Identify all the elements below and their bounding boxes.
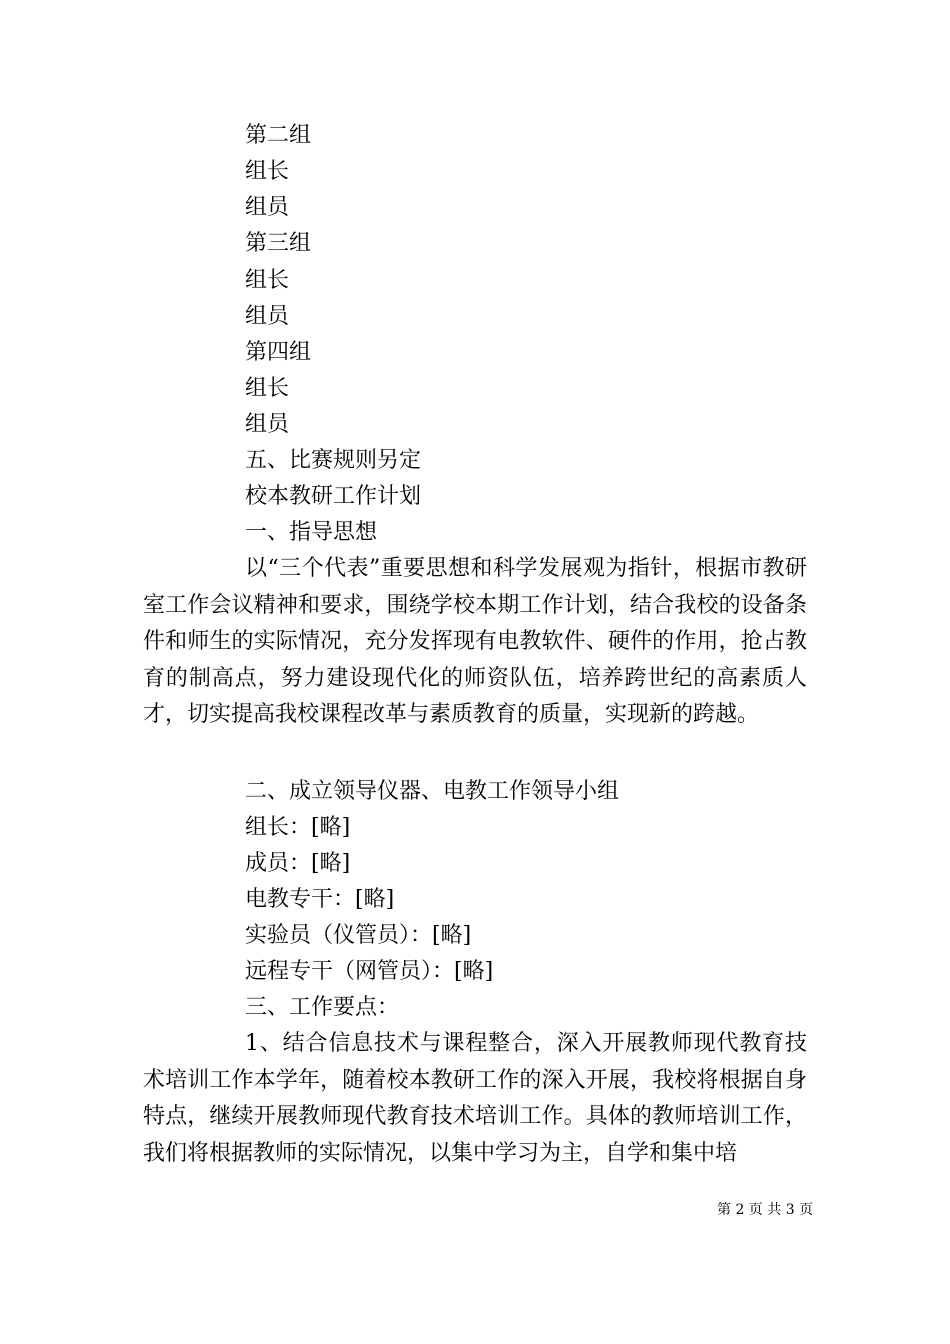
line-lab-officer: 实验员（仪管员）：[略]: [245, 923, 472, 948]
paragraph-work-point-1: 1、结合信息技术与课程整合，深入开展教师现代教育技术培训工作本学年，随着校本教研工作的深入开展，我校将根据自身特点，继续开展教师现代教育技术培训工作。具体的教师培训工作，我们将根据教师的实际情况，以集中学习为主，自学和集中培: [143, 1031, 807, 1166]
section-leadership-group: 二、成立领导仪器、电教工作领导小组: [245, 779, 620, 804]
label-group-members: 组员: [245, 304, 290, 329]
paragraph-guiding-thought: 以“三个代表”重要思想和科学发展观为指针，根据市教研室工作会议精神和要求，围绕学校本期工作计划，结合我校的设备条件和师生的实际情况，充分发挥现有电教软件、硬件的作用，抢占教育的制高点，努力建设现代化的师资队伍，培养跨世纪的高素质人才，切实提高我校课程改革与素质教育的质量，实现新的跨越。: [143, 556, 807, 727]
line-av-officer: 电教专干：[略]: [245, 887, 395, 912]
label-group-leader: 组长: [245, 268, 290, 293]
line-members: 成员：[略]: [245, 851, 351, 876]
line-network-officer: 远程专干（网管员）：[略]: [245, 959, 494, 984]
line-leader: 组长：[略]: [245, 815, 351, 840]
heading-group-4: 第四组: [245, 340, 312, 365]
page-number-footer: 第 2 页 共 3 页: [717, 1202, 814, 1218]
section-work-points: 三、工作要点：: [245, 995, 400, 1020]
document-title: 校本教研工作计划: [245, 484, 422, 509]
heading-group-2: 第二组: [245, 123, 312, 148]
section-guiding-thought: 一、指导思想: [245, 520, 378, 545]
label-group-leader: 组长: [245, 376, 290, 401]
section-competition-rules: 五、比赛规则另定: [245, 448, 422, 473]
label-group-leader: 组长: [245, 159, 290, 184]
heading-group-3: 第三组: [245, 231, 312, 256]
label-group-members: 组员: [245, 195, 290, 220]
label-group-members: 组员: [245, 412, 290, 437]
